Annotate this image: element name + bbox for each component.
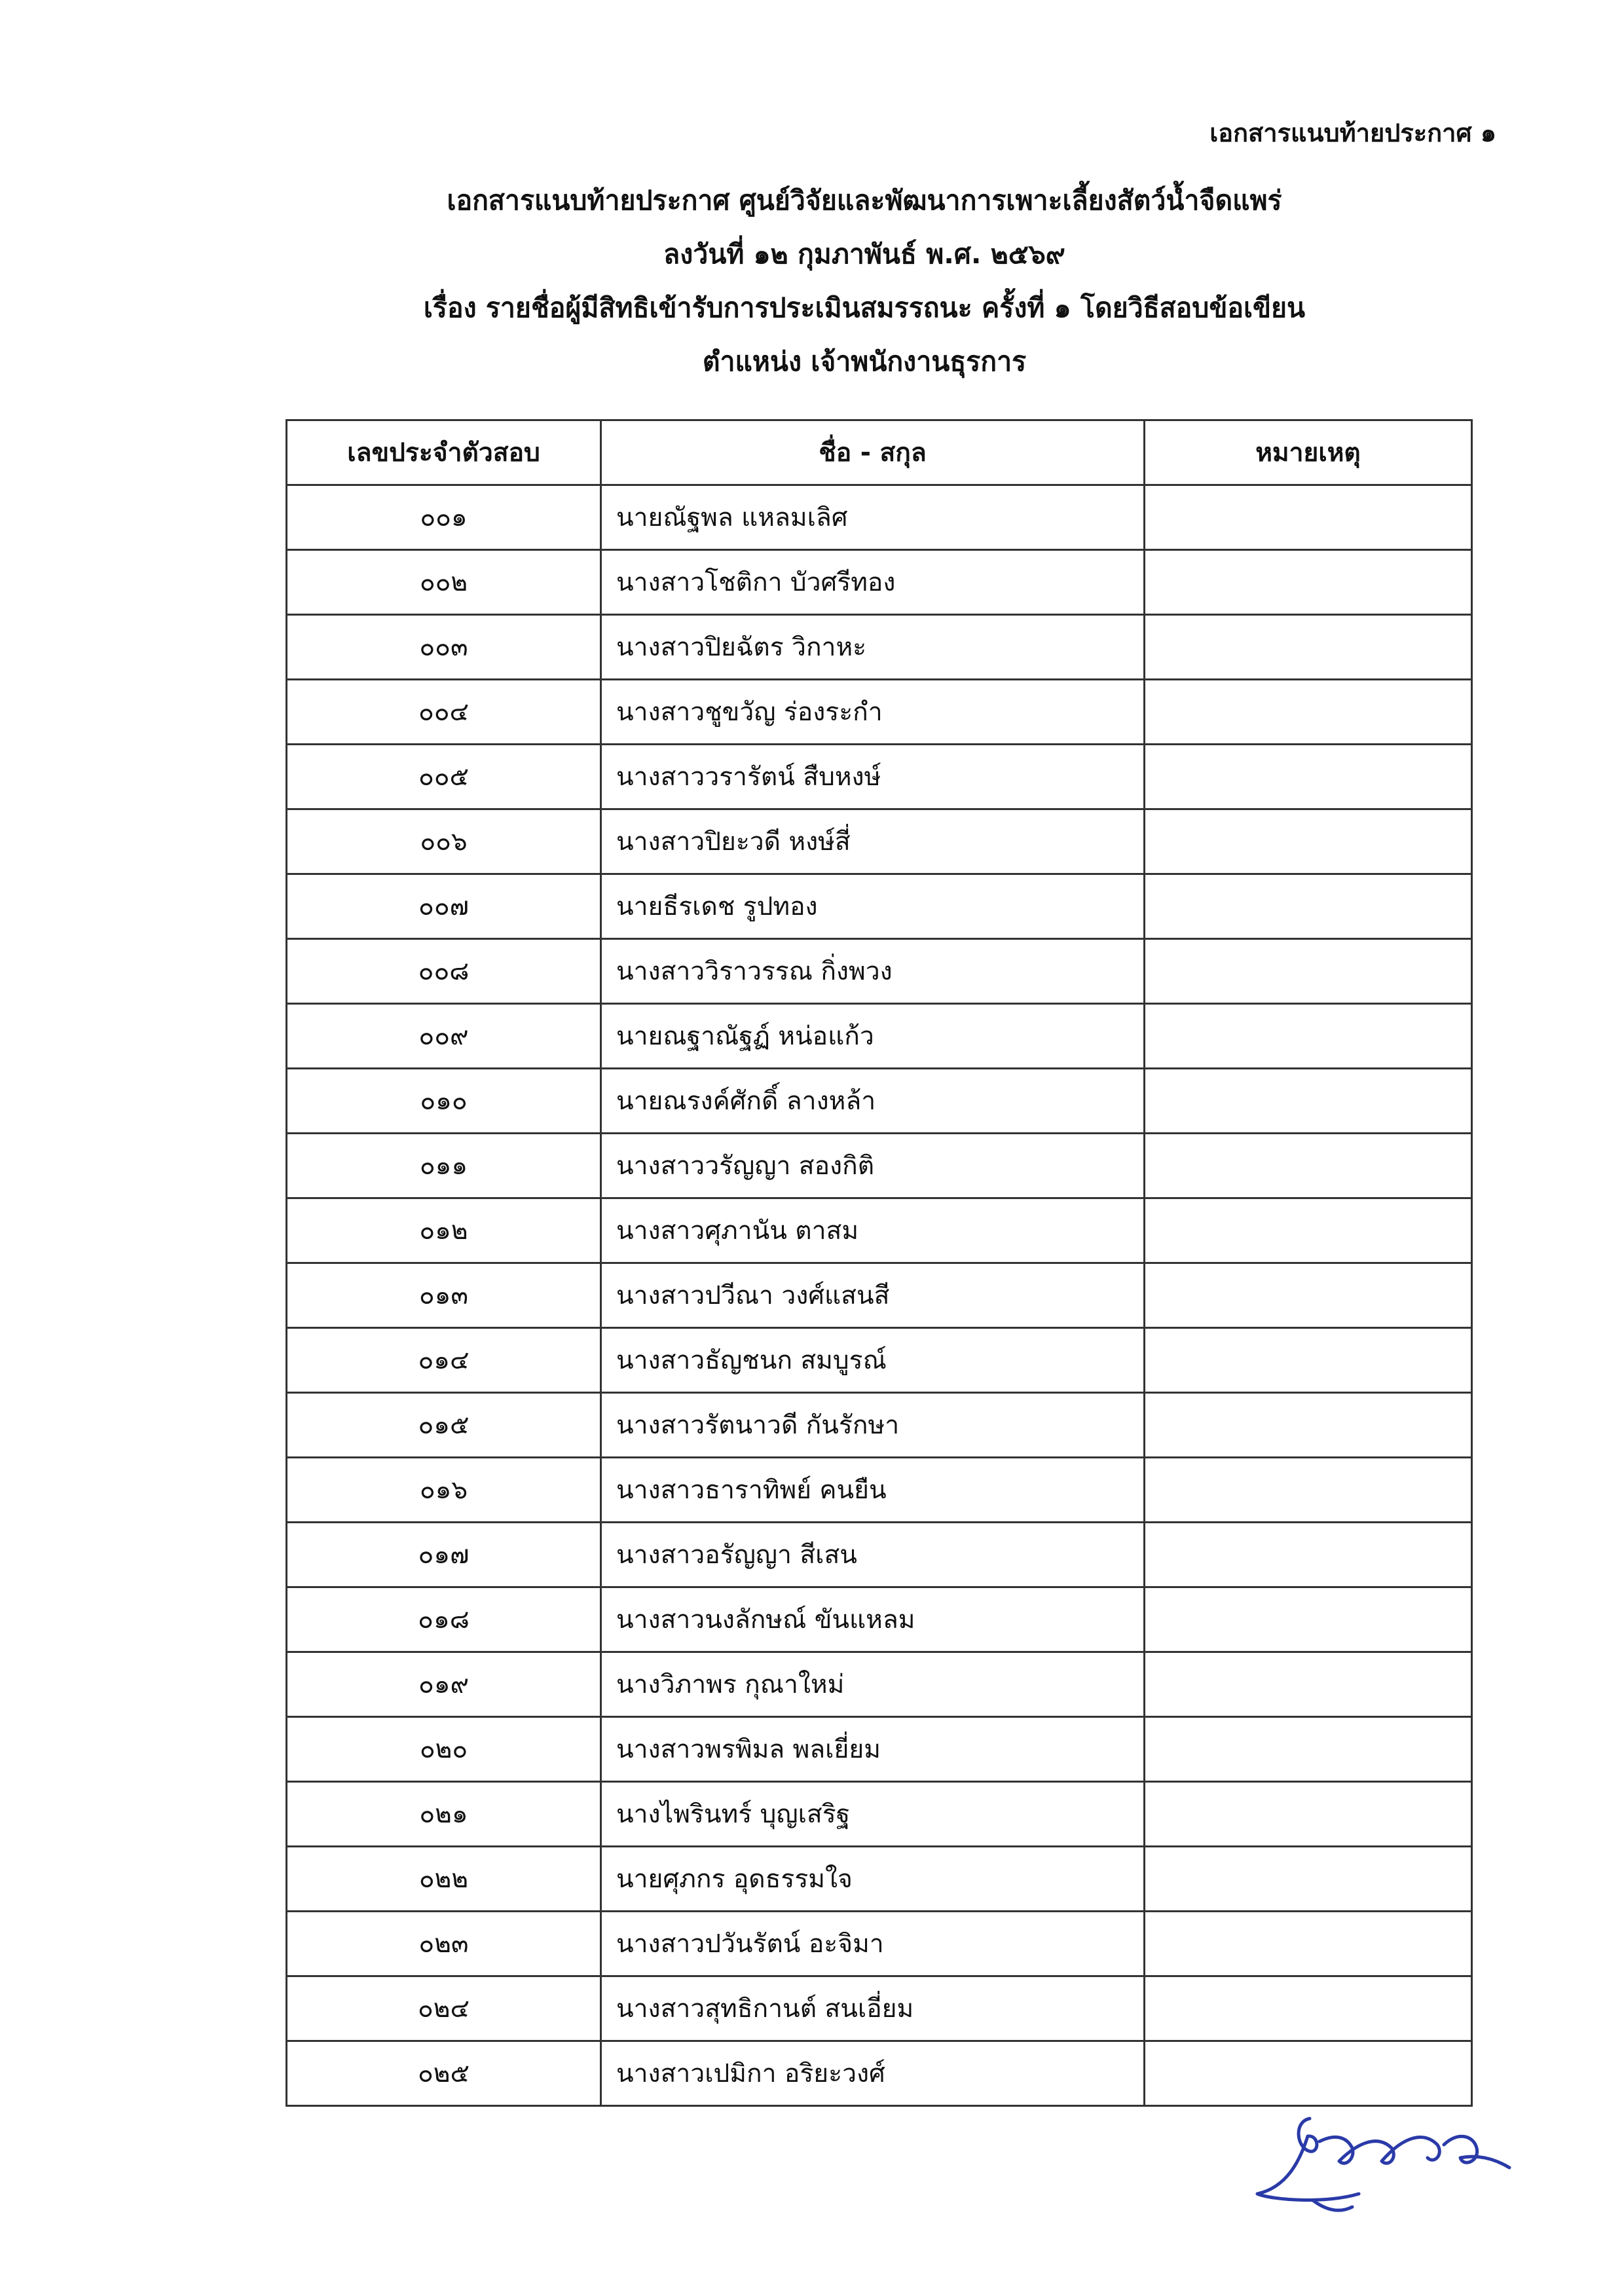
full-name-cell: นางสาวสุทธิกานต์ สนเอี่ยม	[601, 1976, 1145, 2041]
table-row	[287, 680, 1472, 745]
table-row	[287, 485, 1472, 550]
exam-id-cell: ๐๑๒	[287, 1198, 601, 1263]
table-row	[287, 1847, 1472, 1912]
table-header-row	[287, 420, 1472, 485]
full-name-cell: นางสาวธาราทิพย์ คนยืน	[601, 1458, 1145, 1523]
remark-cell	[1145, 1847, 1472, 1912]
table-row	[287, 1912, 1472, 1976]
table-row	[287, 1976, 1472, 2041]
full-name-cell: นายณฐาณัฐฏ์ หน่อแก้ว	[601, 1004, 1145, 1069]
remark-cell	[1145, 1717, 1472, 1782]
table-row	[287, 1523, 1472, 1587]
full-name-cell: นางสาววิราวรรณ กิ่งพวง	[601, 939, 1145, 1004]
table-row	[287, 939, 1472, 1004]
table-row	[287, 874, 1472, 939]
remark-cell	[1145, 1652, 1472, 1717]
table-row	[287, 1328, 1472, 1393]
full-name-cell: นางสาวธัญชนก สมบูรณ์	[601, 1328, 1145, 1393]
remark-cell	[1145, 1782, 1472, 1847]
table-row	[287, 1263, 1472, 1328]
table-row	[287, 1134, 1472, 1198]
remark-cell	[1145, 1328, 1472, 1393]
remark-cell	[1145, 550, 1472, 615]
table-row	[287, 1587, 1472, 1652]
table-row	[287, 1782, 1472, 1847]
table-row	[287, 550, 1472, 615]
full-name-cell: นางวิภาพร กุณาใหม่	[601, 1652, 1145, 1717]
full-name-cell: นางสาววรัญญา สองกิติ	[601, 1134, 1145, 1198]
exam-id-cell: ๐๐๒	[287, 550, 601, 615]
full-name-cell: นางสาวชูขวัญ ร่องระกำ	[601, 680, 1145, 745]
remark-cell	[1145, 485, 1472, 550]
full-name-cell: นายณรงค์ศักดิ์ ลางหล้า	[601, 1069, 1145, 1134]
full-name-cell: นางสาวรัตนาวดี กันรักษา	[601, 1393, 1145, 1458]
remark-cell	[1145, 1198, 1472, 1263]
header-exam-id: เลขประจำตัวสอบ	[287, 420, 601, 485]
header-full-name: ชื่อ - สกุล	[601, 420, 1145, 485]
exam-id-cell: ๐๒๑	[287, 1782, 601, 1847]
remark-cell	[1145, 1976, 1472, 2041]
remark-cell	[1145, 874, 1472, 939]
exam-id-cell: ๐๑๔	[287, 1328, 601, 1393]
exam-id-cell: ๐๒๒	[287, 1847, 601, 1912]
remark-cell	[1145, 1458, 1472, 1523]
table-row	[287, 809, 1472, 874]
table-row	[287, 1198, 1472, 1263]
exam-id-cell: ๐๑๑	[287, 1134, 601, 1198]
full-name-cell: นางสาวนงลักษณ์ ขันแหลม	[601, 1587, 1145, 1652]
full-name-cell: นายณัฐพล แหลมเลิศ	[601, 485, 1145, 550]
exam-id-cell: ๐๐๖	[287, 809, 601, 874]
full-name-cell: นางสาวโชติกา บัวศรีทอง	[601, 550, 1145, 615]
remark-cell	[1145, 745, 1472, 809]
full-name-cell: นางสาวปวีณา วงศ์แสนสี	[601, 1263, 1145, 1328]
candidate-table	[286, 419, 1473, 2107]
remark-cell	[1145, 1587, 1472, 1652]
exam-id-cell: ๐๑๓	[287, 1263, 601, 1328]
table-row	[287, 1458, 1472, 1523]
exam-id-cell: ๐๑๘	[287, 1587, 601, 1652]
remark-cell	[1145, 615, 1472, 680]
full-name-cell: นางสาวปิยะวดี หงษ์สี่	[601, 809, 1145, 874]
full-name-cell: นางสาวปวันรัตน์ อะจิมา	[601, 1912, 1145, 1976]
exam-id-cell: ๐๐๗	[287, 874, 601, 939]
table-row	[287, 1069, 1472, 1134]
exam-id-cell: ๐๐๔	[287, 680, 601, 745]
table-row	[287, 1652, 1472, 1717]
table-row	[287, 615, 1472, 680]
exam-id-cell: ๐๒๐	[287, 1717, 601, 1782]
full-name-cell: นายธีรเดช รูปทอง	[601, 874, 1145, 939]
exam-id-cell: ๐๑๕	[287, 1393, 601, 1458]
table-row	[287, 1004, 1472, 1069]
exam-id-cell: ๐๑๗	[287, 1523, 601, 1587]
full-name-cell: นางสาวศุภานัน ตาสม	[601, 1198, 1145, 1263]
exam-id-cell: ๐๑๐	[287, 1069, 601, 1134]
document-heading	[0, 174, 1624, 388]
signature	[1247, 2096, 1522, 2227]
full-name-cell: นางสาวเปมิกา อริยะวงศ์	[601, 2041, 1145, 2106]
full-name-cell: นางสาวพรพิมล พลเยี่ยม	[601, 1717, 1145, 1782]
remark-cell	[1145, 809, 1472, 874]
remark-cell	[1145, 680, 1472, 745]
remark-cell	[1145, 1004, 1472, 1069]
table-row	[287, 1717, 1472, 1782]
exam-id-cell: ๐๑๖	[287, 1458, 601, 1523]
remark-cell	[1145, 1523, 1472, 1587]
exam-id-cell: ๐๒๓	[287, 1912, 601, 1976]
exam-id-cell: ๐๒๔	[287, 1976, 601, 2041]
remark-cell	[1145, 939, 1472, 1004]
heading-position: ตำแหน่ง เจ้าพนักงานธุรการ	[702, 346, 1027, 377]
full-name-cell: นางสาวอรัญญา สีเสน	[601, 1523, 1145, 1587]
exam-id-cell: ๐๒๕	[287, 2041, 601, 2106]
heading-announcement: เอกสารแนบท้ายประกาศ ศูนย์วิจัยและพัฒนาการเพาะเลี้ยงสัตว์น้ำจืดแพร่	[447, 185, 1282, 216]
full-name-cell: นางไพรินทร์ บุญเสริฐ	[601, 1782, 1145, 1847]
table-row	[287, 745, 1472, 809]
exam-id-cell: ๐๐๑	[287, 485, 601, 550]
remark-cell	[1145, 1069, 1472, 1134]
remark-cell	[1145, 1393, 1472, 1458]
exam-id-cell: ๐๐๘	[287, 939, 601, 1004]
full-name-cell: นางสาววรารัตน์ สืบหงษ์	[601, 745, 1145, 809]
heading-subject: เรื่อง รายชื่อผู้มีสิทธิเข้ารับการประเมินสมรรถนะ ครั้งที่ ๑ โดยวิธีสอบข้อเขียน	[423, 292, 1306, 324]
remark-cell	[1145, 1912, 1472, 1976]
page-reference: เอกสารแนบท้ายประกาศ ๑	[1209, 119, 1496, 147]
remark-cell	[1145, 1134, 1472, 1198]
exam-id-cell: ๐๐๕	[287, 745, 601, 809]
full-name-cell: นางสาวปิยฉัตร วิกาหะ	[601, 615, 1145, 680]
exam-id-cell: ๐๐๓	[287, 615, 601, 680]
heading-date: ลงวันที่ ๑๒ กุมภาพันธ์ พ.ศ. ๒๕๖๙	[663, 238, 1065, 270]
remark-cell	[1145, 1263, 1472, 1328]
table-row	[287, 1393, 1472, 1458]
full-name-cell: นายศุภกร อุดธรรมใจ	[601, 1847, 1145, 1912]
exam-id-cell: ๐๐๙	[287, 1004, 601, 1069]
exam-id-cell: ๐๑๙	[287, 1652, 601, 1717]
header-remark: หมายเหตุ	[1145, 420, 1472, 485]
